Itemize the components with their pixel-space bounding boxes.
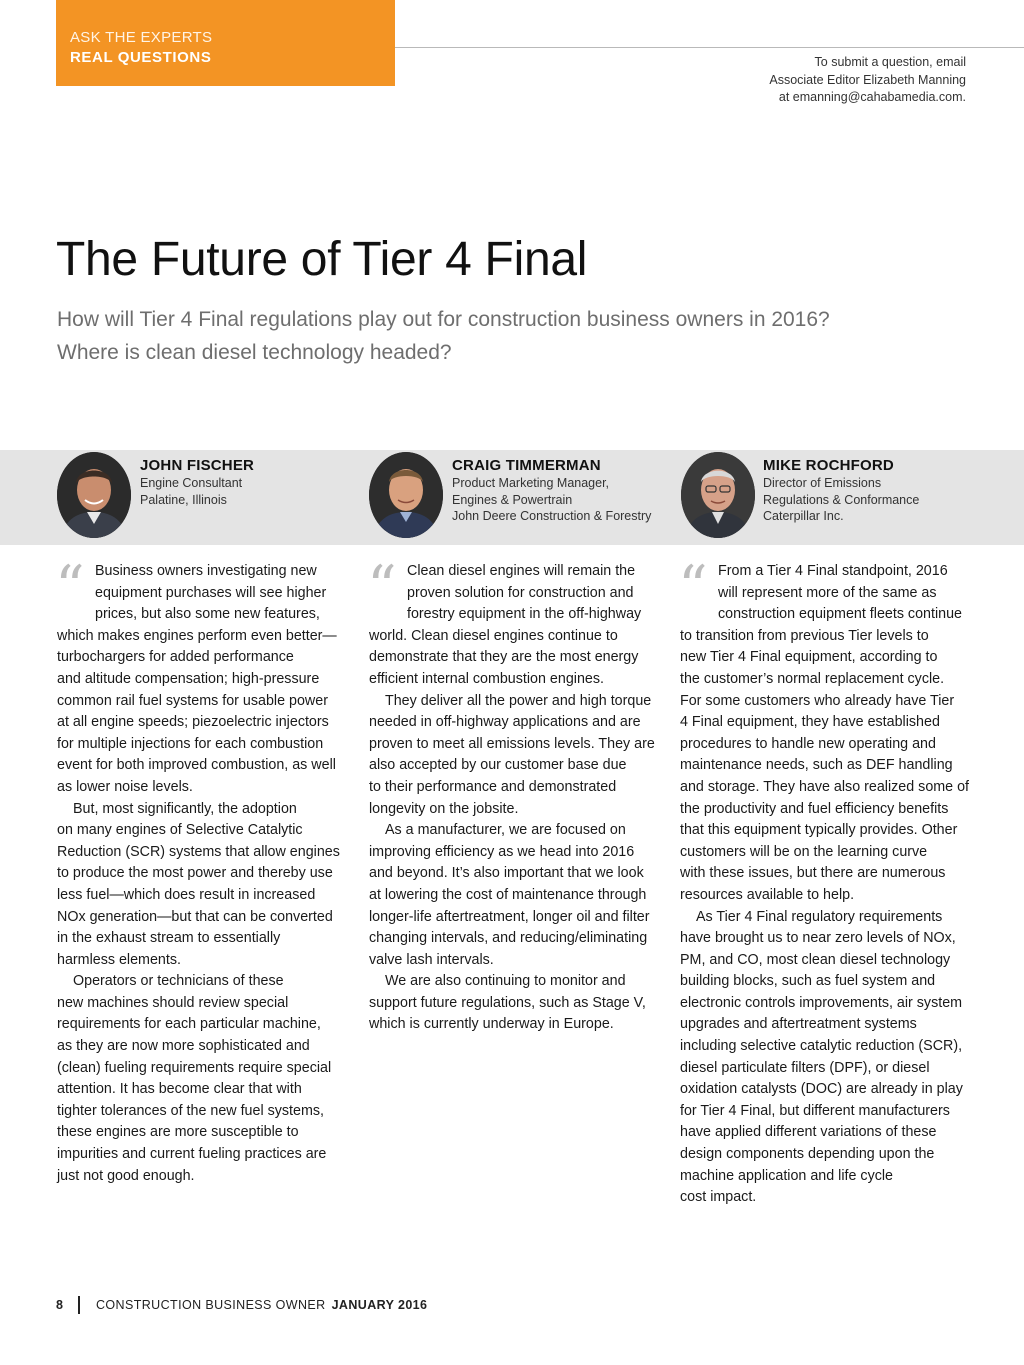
answer-text-line: design components depending upon the (680, 1146, 935, 1163)
answer-text-line: machine application and life cycle (680, 1167, 893, 1184)
answer-text-line: just not good enough. (57, 1167, 195, 1184)
answer-text-line: the productivity and fuel efficiency benefits (680, 800, 949, 817)
footer-divider (78, 1296, 80, 1314)
answer-text-line: that this equipment typically provides. Other (680, 822, 958, 839)
answer-text-line: upgrades and aftertreatment systems (680, 1016, 917, 1033)
answer-text-line: and storage. They have also realized some of (680, 778, 970, 795)
expert-photo (681, 452, 755, 538)
answer-text-line: new machines should review special (57, 994, 289, 1011)
answer-text-line: for multiple injections for each combustion (57, 735, 324, 752)
answer-text-line: as lower noise levels. (57, 778, 193, 795)
answer-text-line: to their performance and demonstrated (369, 778, 617, 795)
answer-text-line: tighter tolerances of the new fuel systems, (57, 1102, 325, 1119)
answer-text-line: improving efficiency as we head into 2016 (369, 843, 635, 860)
answer-text-line: to transition from previous Tier levels to (680, 627, 929, 644)
issue-date: JANUARY 2016 (331, 1298, 428, 1312)
answer-text-line: But, most significantly, the adoption (73, 800, 297, 817)
section-tab (56, 0, 395, 86)
answer-text-line: less fuel—which does result in increased (57, 886, 316, 903)
submit-note-line: at emanning@cahabamedia.com. (778, 90, 966, 104)
answer-text-line: equipment purchases will see higher (95, 584, 327, 601)
answer-text-line: these engines are more susceptible to (57, 1124, 299, 1141)
answer-text-line: for Tier 4 Final, but different manufacturers (680, 1102, 950, 1119)
expert-detail: John Deere Construction & Forestry (452, 509, 652, 523)
answer-text-line: including selective catalytic reduction (SCR), (680, 1038, 963, 1055)
expert-info (140, 456, 254, 508)
page-footer (56, 1296, 427, 1314)
answer-column-rochford (678, 553, 970, 1209)
expert-info (763, 456, 919, 525)
expert-photo (57, 452, 131, 538)
quote-mark-icon: “ (367, 553, 397, 621)
expert-detail: Engine Consultant (140, 476, 243, 490)
answer-text-line: Clean diesel engines will remain the (407, 563, 636, 579)
answer-text-line: and beyond. It’s also important that we look (369, 865, 644, 882)
answer-text-line: will represent more of the same as (718, 584, 937, 601)
header-rule (395, 47, 1024, 48)
section-sublabel: REAL QUESTIONS (70, 49, 212, 66)
answer-text-line: support future regulations, such as Stage V, (369, 994, 646, 1011)
answer-text-line: changing intervals, and reducing/eliminating (369, 930, 648, 947)
answer-text-line: NOx generation—but that can be converted (57, 908, 333, 925)
answer-text-line: to produce the most power and thereby use (57, 865, 333, 882)
answer-text-line: at all engine speeds; piezoelectric injectors (57, 714, 329, 731)
answer-text-line: (clean) fueling requirements require special (57, 1059, 332, 1076)
answer-text-line: as they are now more sophisticated and (57, 1038, 310, 1055)
answer-text-line: demonstrate that they are the most energy (369, 649, 639, 666)
answer-text-line: PM, and CO, most clean diesel technology (680, 951, 951, 968)
answer-text-line: world. Clean diesel engines continue to (369, 627, 618, 644)
answer-text-line: harmless elements. (57, 951, 181, 968)
answer-text-line: From a Tier 4 Final standpoint, 2016 (718, 563, 948, 579)
quote-mark-icon: “ (678, 553, 708, 621)
article-title: The Future of Tier 4 Final (56, 233, 588, 286)
answer-text-line: requirements for each particular machine, (57, 1016, 321, 1033)
answer-text-line: efficient internal combustion engines. (369, 670, 604, 687)
submit-note-line: To submit a question, email (814, 55, 966, 69)
answer-text-line: resources available to help. (680, 886, 855, 903)
answer-text-line: attention. It has become clear that with (57, 1081, 302, 1098)
answer-text-line: As a manufacturer, we are focused on (385, 822, 626, 839)
answer-text-line: building blocks, such as fuel system and (680, 973, 936, 990)
subtitle-line: Where is clean diesel technology headed? (57, 341, 452, 364)
expert-name: CRAIG TIMMERMAN (452, 457, 601, 474)
answer-text-line: impurities and current fueling practices are (57, 1146, 327, 1163)
answer-text-line: in the exhaust stream to essentially (57, 930, 281, 947)
answer-text-line: They deliver all the power and high torque (385, 692, 652, 709)
article-subtitle (57, 303, 957, 369)
expert-detail: Palatine, Illinois (140, 492, 227, 507)
answer-text-line: at lowering the cost of maintenance through (369, 886, 647, 903)
expert-detail: Director of Emissions (763, 476, 882, 490)
answer-text-line: cost impact. (680, 1189, 757, 1206)
answer-text-line: event for both improved combustion, as well (57, 757, 336, 774)
page-number: 8 (56, 1298, 63, 1312)
expert-name: JOHN FISCHER (140, 457, 255, 474)
quote-mark-icon: “ (55, 553, 85, 621)
answer-text-line: which is currently underway in Europe. (369, 1016, 614, 1033)
answer-text-line: the customer’s normal replacement cycle. (680, 670, 945, 687)
answer-text-line: have applied different variations of these (680, 1124, 937, 1141)
expert-detail: Caterpillar Inc. (763, 509, 844, 523)
answer-text-line: customers will be on the learning curve (680, 843, 928, 860)
answer-column-fischer (55, 553, 347, 1187)
expert-detail: Engines & Powertrain (452, 492, 573, 507)
submit-note (646, 54, 966, 107)
answer-column-timmerman (367, 553, 659, 1036)
answer-text-line: longer-life aftertreatment, longer oil and filter (369, 908, 650, 925)
expert-photo (369, 452, 443, 538)
answer-text-line: diesel particulate filters (DPF), or diesel (680, 1059, 930, 1076)
answer-text-line: Business owners investigating new (95, 563, 317, 579)
answer-text-line: which makes engines perform even better— (57, 627, 337, 644)
expert-detail: Product Marketing Manager, (452, 476, 610, 490)
answer-text-line: We are also continuing to monitor and (385, 973, 626, 990)
answer-text-line: Reduction (SCR) systems that allow engines (57, 843, 340, 860)
answer-text-line: have brought us to near zero levels of NOx, (680, 930, 956, 947)
answer-text-line: prices, but also some new features, (95, 606, 320, 623)
answer-text-line: procedures to handle new operating and (680, 735, 936, 752)
answer-text-line: common rail fuel systems for usable power (57, 692, 328, 709)
answer-text-line: valve lash intervals. (369, 951, 494, 968)
answer-text-line: Operators or technicians of these (73, 973, 284, 990)
expert-detail: Regulations & Conformance (763, 492, 920, 507)
answer-text-line: As Tier 4 Final regulatory requirements (696, 908, 943, 925)
section-label: ASK THE EXPERTS (70, 29, 213, 46)
answer-text-line: on many engines of Selective Catalytic (57, 822, 303, 839)
answer-text-line: 4 Final equipment, they have established (680, 714, 940, 731)
submit-note-line: Associate Editor Elizabeth Manning (769, 72, 966, 87)
answer-text-line: new Tier 4 Final equipment, according to (680, 649, 938, 666)
experts-band (0, 450, 1024, 545)
answer-text-line: longevity on the jobsite. (369, 800, 519, 817)
answer-text-line: maintenance needs, such as DEF handling (680, 757, 953, 774)
answer-text-line: and altitude compensation; high-pressure (57, 670, 320, 687)
subtitle-line: How will Tier 4 Final regulations play out for construction business owners in 2016? (57, 308, 830, 331)
answer-text-line: electronic controls improvements, air system (680, 994, 963, 1011)
expert-info (452, 456, 651, 525)
answer-text-line: forestry equipment in the off-highway (407, 606, 642, 623)
answer-text-line: oxidation catalysts (DOC) are already in play (680, 1081, 963, 1098)
answer-text-line: For some customers who already have Tier (680, 692, 955, 709)
answer-text-line: proven to meet all emissions levels. They are (369, 735, 655, 752)
answer-text-line: needed in off-highway applications and are (369, 714, 641, 731)
answer-text-line: also accepted by our customer base due (369, 757, 627, 774)
answer-text-line: proven solution for construction and (407, 584, 634, 601)
answer-text-line: turbochargers for added performance (57, 649, 294, 666)
expert-name: MIKE ROCHFORD (763, 457, 894, 474)
answer-text-line: construction equipment fleets continue (718, 606, 962, 623)
magazine-name: CONSTRUCTION BUSINESS OWNER (96, 1298, 326, 1312)
answer-text-line: with these issues, but there are numerous (680, 865, 946, 882)
